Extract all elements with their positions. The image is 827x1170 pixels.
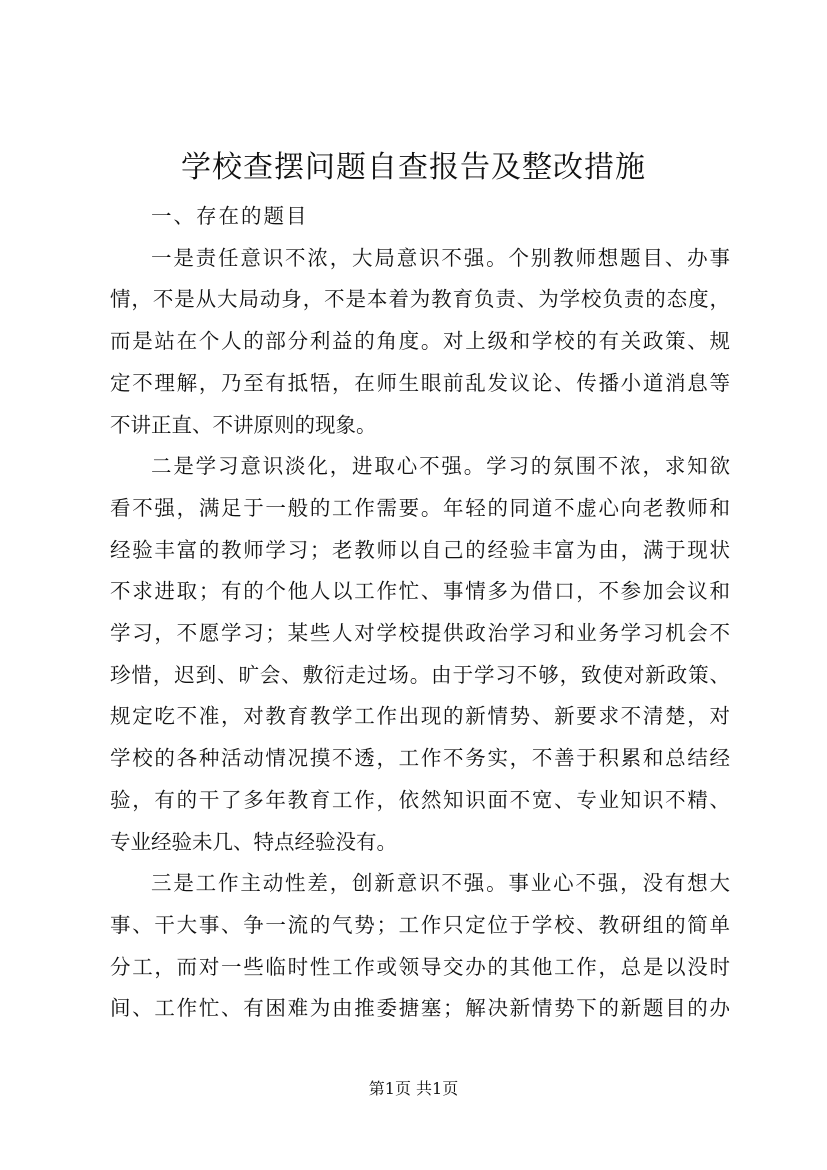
paragraph-line: 规定吃不准，对教育教学工作出现的新情势、新要求不清楚，对 bbox=[110, 704, 730, 729]
paragraph-line: 分工，而对一些临时性工作或领导交办的其他工作，总是以没时 bbox=[110, 954, 730, 979]
paragraph-1 bbox=[110, 238, 730, 447]
paragraph-line: 学校的各种活动情况摸不透，工作不务实，不善于积累和总结经 bbox=[110, 746, 730, 771]
paragraph-line: 一是责任意识不浓，大局意识不强。个别教师想题目、办事 bbox=[151, 245, 730, 270]
paragraph-line: 专业经验未几、特点经验没有。 bbox=[110, 829, 397, 854]
paragraph-2 bbox=[110, 446, 730, 863]
paragraph-line: 定不理解，乃至有抵牾，在师生眼前乱发议论、传播小道消息等 bbox=[110, 370, 730, 395]
paragraph-line: 情，不是从大局动身，不是本着为教育负责、为学校负责的态度， bbox=[110, 287, 730, 312]
paragraph-line: 二是学习意识淡化，进取心不强。学习的氛围不浓，求知欲 bbox=[151, 454, 730, 479]
page-footer: 第1页 共1页 bbox=[368, 1079, 459, 1098]
paragraph-line: 事、干大事、争一流的气势；工作只定位于学校、教研组的简单 bbox=[110, 912, 730, 937]
paragraph-line: 学习，不愿学习；某些人对学校提供政治学习和业务学习机会不 bbox=[110, 621, 730, 646]
paragraph-line: 经验丰富的教师学习；老教师以自己的经验丰富为由，满于现状 bbox=[110, 537, 730, 562]
paragraph-line: 珍惜，迟到、旷会、敷衍走过场。由于学习不够，致使对新政策、 bbox=[110, 662, 730, 687]
paragraph-3 bbox=[110, 863, 730, 1030]
document-body bbox=[110, 196, 730, 1030]
paragraph-line: 三是工作主动性差，创新意识不强。事业心不强，没有想大 bbox=[151, 871, 730, 896]
document-title: 学校查摆问题自查报告及整改措施 bbox=[181, 150, 646, 185]
paragraph-line: 看不强，满足于一般的工作需要。年轻的同道不虚心向老教师和 bbox=[110, 495, 730, 520]
paragraph-line: 不讲正直、不讲原则的现象。 bbox=[110, 412, 377, 437]
paragraph-line: 而是站在个人的部分利益的角度。对上级和学校的有关政策、规 bbox=[110, 329, 730, 354]
paragraph-line: 不求进取；有的个他人以工作忙、事情多为借口，不参加会议和 bbox=[110, 579, 730, 604]
paragraph-line: 间、工作忙、有困难为由推委搪塞；解决新情势下的新题目的办 bbox=[110, 996, 730, 1021]
paragraph-line: 验，有的干了多年教育工作，依然知识面不宽、专业知识不精、 bbox=[110, 787, 730, 812]
section-heading: 一、存在的题目 bbox=[151, 204, 309, 228]
